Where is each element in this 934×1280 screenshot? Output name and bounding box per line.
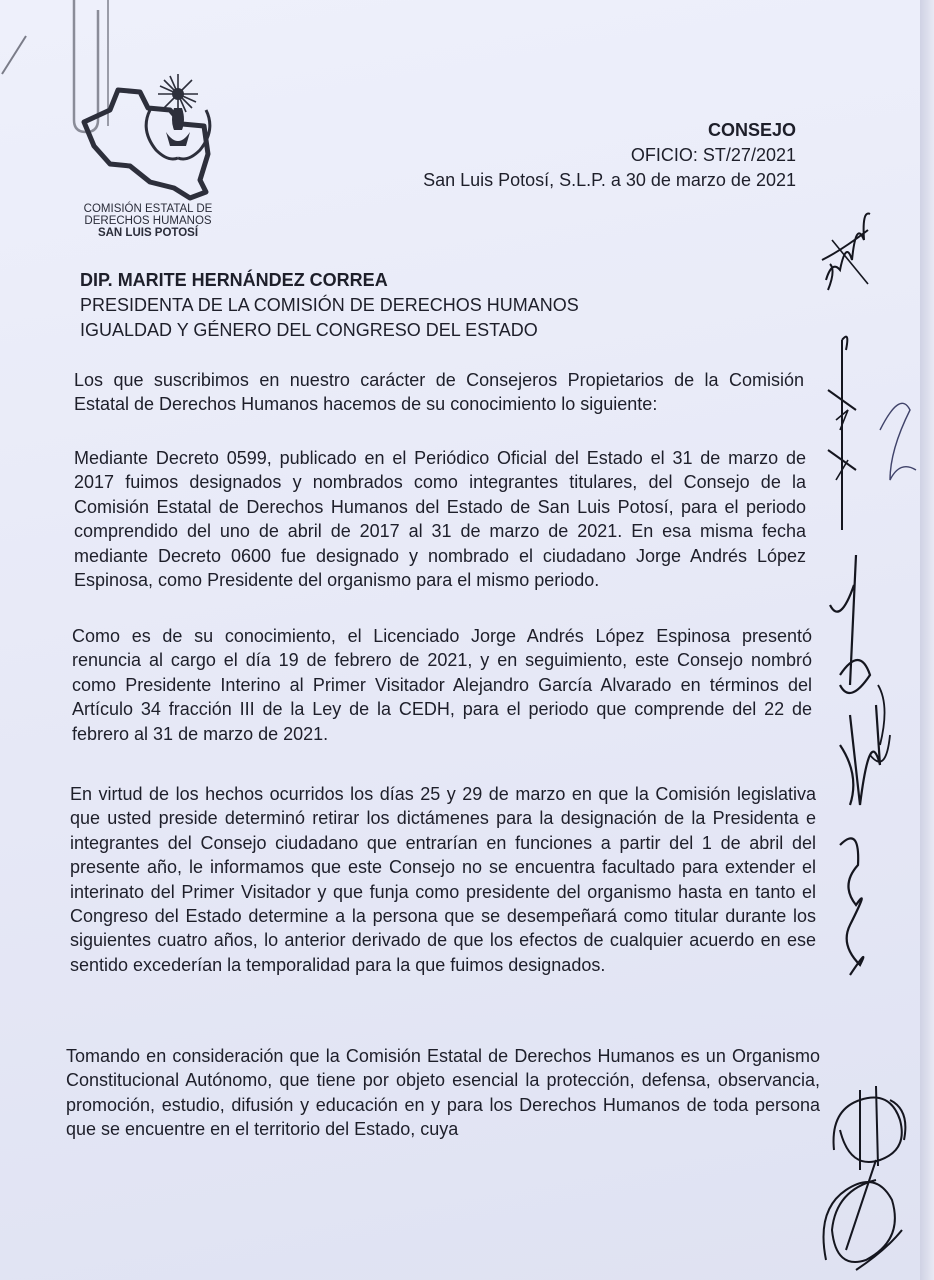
- header-place-date: San Luis Potosí, S.L.P. a 30 de marzo de 2021: [423, 170, 796, 190]
- header-consejo: CONSEJO: [707, 120, 796, 140]
- signature-3-icon: [820, 545, 910, 985]
- addressee-title-1: PRESIDENTA DE LA COMISIÓN DE DERECHOS HUMANOS: [80, 295, 579, 315]
- paragraph-5: Tomando en consideración que la Comisión Estatal de Derechos Humanos es un Organismo Constitucional Autónomo, que tiene por objeto esencial la protección, defensa, observancia, promoción, estudio, difusión y educación en y para los Derechos Humanos de toda persona que se encuentre en el territorio del Estado, cuya: [66, 1046, 820, 1140]
- signature-2-icon: [820, 330, 930, 540]
- letter-header: [423, 118, 796, 193]
- addressee-title-2: IGUALDAD Y GÉNERO DEL CONGRESO DEL ESTADO: [80, 320, 538, 340]
- paragraph-3: Como es de su conocimiento, el Licenciado Jorge Andrés López Espinosa presentó renuncia al cargo el día 19 de febrero de 2021, y en seguimiento, este Consejo nombró como Presidente Interino al Primer Visitador Alejandro García Alvarado en términos del Artículo 34 fracción III de la Ley de la CEDH, para el periodo que comprende del 22 de febrero al 31 de marzo de 2021.: [72, 626, 812, 744]
- signature-1-icon: [812, 200, 882, 300]
- bleed-through-text: [86, 596, 90, 614]
- paragraph-1: Los que suscribimos en nuestro carácter de Consejeros Propietarios de la Comisión Estatal de Derechos Humanos hacemos de su conocimiento lo siguiente:: [74, 370, 804, 415]
- signature-5-icon: [806, 1150, 916, 1280]
- paragraph-4: En virtud de los hechos ocurridos los días 25 y 29 de marzo en que la Comisión legislativa que usted preside determinó retirar los dictámenes para la designación de la Presidenta e integrantes del Consejo ciudadano que entrarían en funciones a partir del 1 de abril del presente año, le informamos que este Consejo no se encuentra facultado para extender el interinato del Primer Visitador y que funja como presidente del organismo hasta en tanto el Congreso del Estado determine a la persona que se desempeñará como titular durante los siguientes cuatro años, lo anterior derivado de que los efectos de cualquier acuerdo en ese sentido excederían la temporalidad para la que fuimos designados.: [70, 784, 816, 975]
- logo-line-3: SAN LUIS POTOSÍ: [97, 227, 199, 239]
- addressee-name: DIP. MARITE HERNÁNDEZ CORREA: [80, 270, 388, 290]
- logo-line-1: COMISIÓN ESTATAL DE: [83, 203, 213, 215]
- addressee-block: [80, 268, 579, 343]
- page-edge: [920, 0, 934, 1280]
- logo-caption: [58, 203, 238, 239]
- logo-line-2: DERECHOS HUMANOS: [84, 215, 212, 227]
- paperclip-wire-icon: [0, 30, 30, 80]
- header-oficio: OFICIO: ST/27/2021: [630, 145, 796, 165]
- paragraph-2: Mediante Decreto 0599, publicado en el Periódico Oficial del Estado el 31 de marzo de 2017 fuimos designados y nombrados como integrantes titulares, del Consejo de la Comisión Estatal de Derechos Humanos del Estado de San Luis Potosí, para el periodo comprendido del uno de abril de 2017 al 31 de marzo de 2021. En esa misma fecha mediante Decreto 0600 fue designado y nombrado el ciudadano Jorge Andrés López Espinosa, como Presidente del organismo para el mismo periodo.: [74, 448, 806, 591]
